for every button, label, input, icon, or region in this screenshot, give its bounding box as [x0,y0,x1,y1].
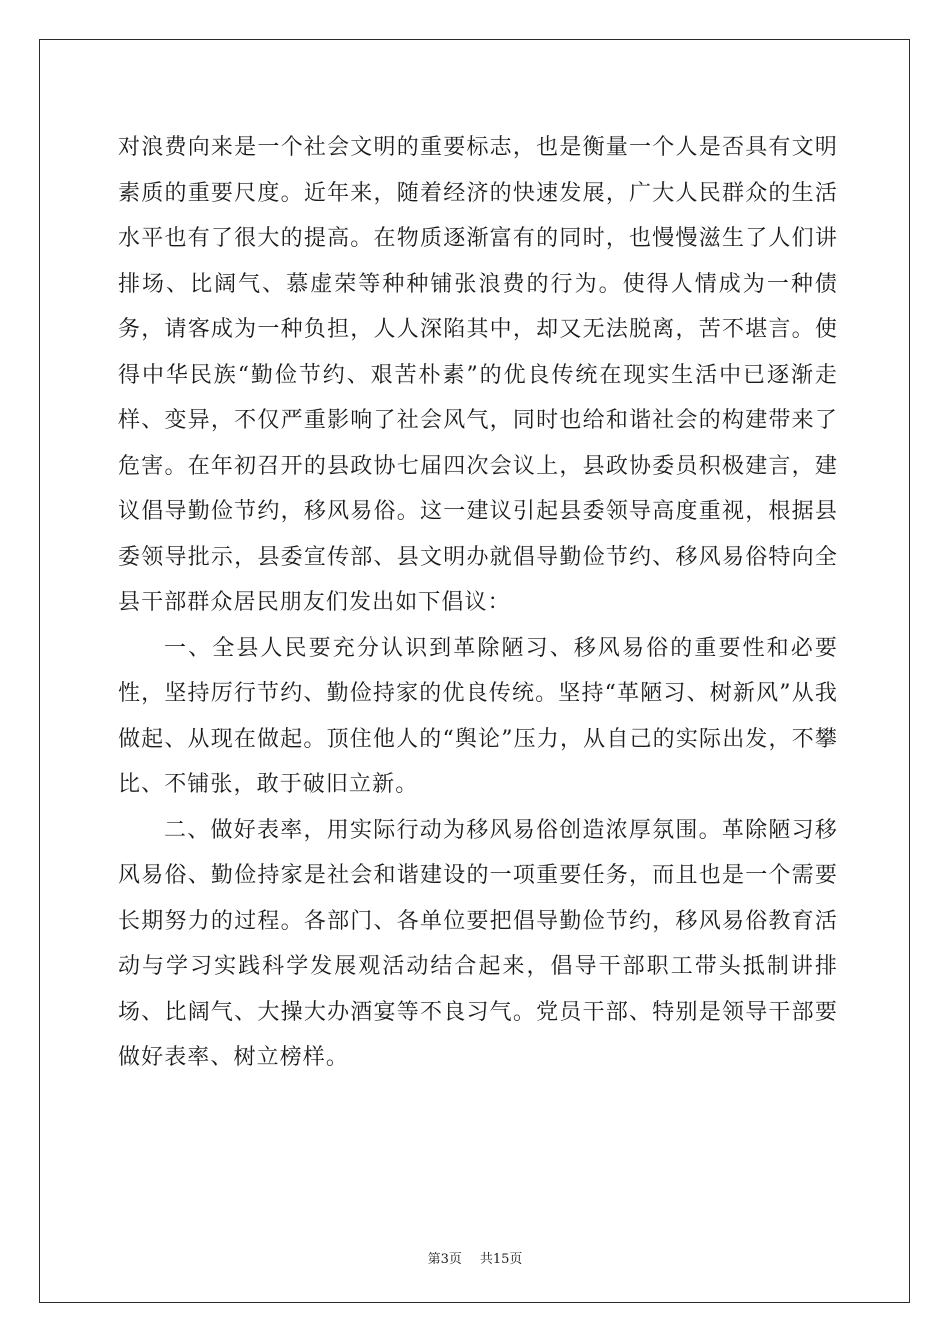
page-total: 共15页 [479,1252,523,1267]
paragraph-point-two: 二、做好表率，用实际行动为移风易俗创造浓厚氛围。革除陋习移风易俗、勤俭持家是社会和谐建设的一项重要任务，而且也是一个需要长期努力的过程。各部门、各单位要把倡导勤俭节约，移风易俗教育活动与学习实践科学发展观活动结合起来，倡导干部职工带头抵制讲排场、比阔气、大操大办酒宴等不良习气。党员干部、特别是领导干部要做好表率、树立榜样。 [118,817,838,1070]
page-footer [0,1248,950,1267]
page-number: 第3页 [427,1252,462,1267]
document-body [118,125,838,1081]
paragraph-intro: 对浪费向来是一个社会文明的重要标志，也是衡量一个人是否具有文明素质的重要尺度。近年来，随着经济的快速发展，广大人民群众的生活水平也有了很大的提高。在物质逐渐富有的同时，也慢慢滋生了人们讲排场、比阔气、慕虚荣等种种铺张浪费的行为。使得人情成为一种债务，请客成为一种负担，人人深陷其中，却又无法脱离，苦不堪言。使得中华民族“勤俭节约、艰苦朴素”的优良传统在现实生活中已逐渐走样、变异，不仅严重影响了社会风气，同时也给和谐社会的构建带来了危害。在年初召开的县政协七届四次会议上，县政协委员积极建言，建议倡导勤俭节约，移风易俗。这一建议引起县委领导高度重视，根据县委领导批示，县委宣传部、县文明办就倡导勤俭节约、移风易俗特向全县干部群众居民朋友们发出如下倡议： [118,135,838,615]
paragraph-point-one: 一、全县人民要充分认识到革除陋习、移风易俗的重要性和必要性，坚持厉行节约、勤俭持家的优良传统。坚持“革陋习、树新风”从我做起、从现在做起。顶住他人的“舆论”压力，从自己的实际出发，不攀比、不铺张，敢于破旧立新。 [118,635,838,797]
